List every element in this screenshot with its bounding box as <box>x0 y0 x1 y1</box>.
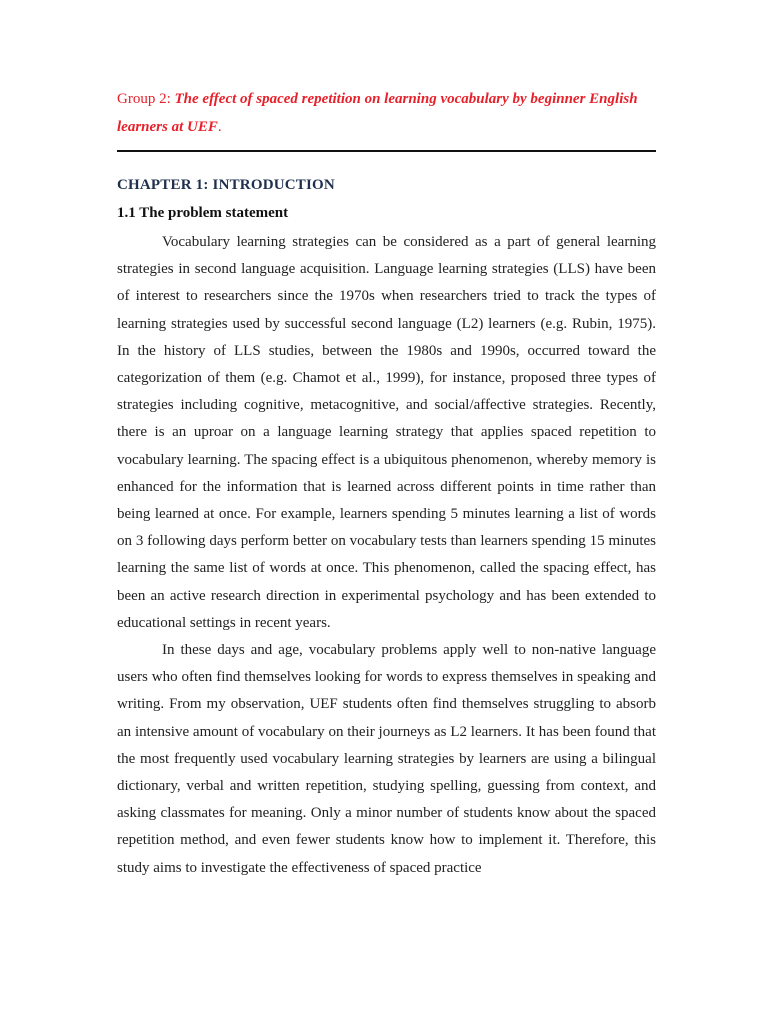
chapter-heading: CHAPTER 1: INTRODUCTION <box>117 177 335 193</box>
paragraph: Vocabulary learning strategies can be considered as a part of general learning strategies in second language acquisition. Language learning strategies (LLS) have been of interest to researchers since the 1970s when researchers tried to track the types of learning strategies used by successful second language (L2) learners (e.g. Rubin, 1975). In the history of LLS studies, between the 1980s and 1990s, occurred toward the categorization of them (e.g. Chamot et al., 1999), for instance, proposed three types of strategies including cognitive, metacognitive, and social/affective strategies. Recently, there is an uproar on a language learning strategy that applies spaced repetition to vocabulary learning. The spacing effect is a ubiquitous phenomenon, whereby memory is enhanced for the information that is learned across different points in time rather than being learned at once. For example, learners spending 5 minutes learning a list of words on 3 following days perform better on vocabulary tests than learners spending 15 minutes learning the same list of words at once. This phenomenon, called the spacing effect, has been an active research direction in experimental psychology and has been extended to educational settings in recent years. <box>117 234 656 631</box>
body-text <box>117 229 656 882</box>
title-divider <box>117 150 656 152</box>
group-label: Group 2: <box>117 91 175 107</box>
study-topic: The effect of spaced repetition on learning vocabulary by beginner English learners at UEF <box>117 91 638 135</box>
section-heading: 1.1 The problem statement <box>117 205 289 221</box>
paragraph: In these days and age, vocabulary problems apply well to non-native language users who often find themselves looking for words to express themselves in speaking and writing. From my observation, UEF students often find themselves struggling to absorb an intensive amount of vocabulary on their journeys as L2 learners. It has been found that the most frequently used vocabulary learning strategies by learners are using a bilingual dictionary, verbal and written repetition, studying spelling, guessing from context, and asking classmates for meaning. Only a minor number of students know about the spaced repetition method, and even fewer students know how to implement it. Therefore, this study aims to investigate the effectiveness of spaced practice <box>117 642 656 876</box>
document-title <box>117 85 662 141</box>
title-period: . <box>217 119 222 135</box>
